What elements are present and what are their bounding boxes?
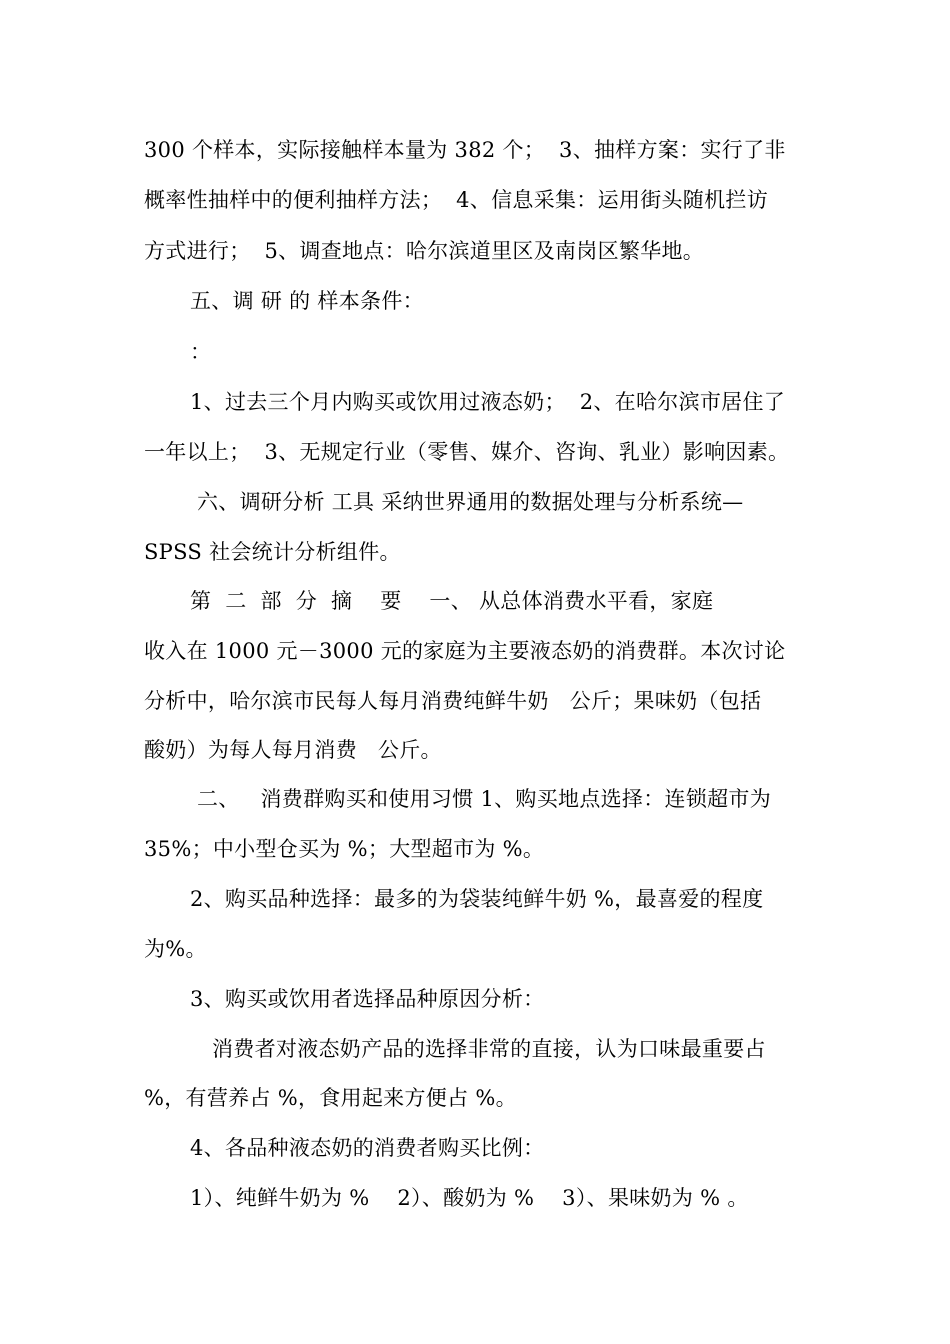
text-line: 收入在 1000 元－3000 元的家庭为主要液态奶的消费群。本次讨论 (144, 639, 786, 663)
text-line: 概率性抽样中的便利抽样方法； 4、信息采集：运用街头随机拦访 (144, 188, 769, 212)
text-line: 2、购买品种选择：最多的为袋装纯鲜牛奶 %，最喜爱的程度 (190, 887, 764, 911)
text-line: %，有营养占 %，食用起来方便占 %。 (144, 1086, 517, 1110)
text-line: ： (190, 340, 212, 364)
text-line: SPSS 社会统计分析组件。 (144, 540, 401, 564)
section-heading: 五、调 研 的 样本条件： (190, 289, 424, 313)
text-line: 35%；中小型仓买为 %；大型超市为 %。 (144, 837, 545, 861)
text-line: 消费者对液态奶产品的选择非常的直接，认为口味最重要占 (212, 1037, 766, 1061)
text-line: 酸奶）为每人每月消费 公斤。 (144, 738, 442, 762)
text-line: 分析中，哈尔滨市民每人每月消费纯鲜牛奶 公斤；果味奶（包括 (144, 689, 762, 713)
text-line: 1、过去三个月内购买或饮用过液态奶； 2、在哈尔滨市居住了 (190, 390, 786, 414)
text-line: 3、购买或饮用者选择品种原因分析： (190, 987, 545, 1011)
text-line: 300 个样本，实际接触样本量为 382 个； 3、抽样方案：实行了非 (144, 138, 786, 162)
text-line: 4、各品种液态奶的消费者购买比例： (190, 1136, 545, 1160)
section-heading: 第 二 部 分 摘 要 一、 从总体消费水平看，家庭 (190, 589, 714, 613)
text-line: 1）、纯鲜牛奶为 % 2）、酸奶为 % 3）、果味奶为 % 。 (190, 1186, 749, 1210)
section-heading: 六、调研分析 工具 采纳世界通用的数据处理与分析系统— (190, 490, 744, 514)
text-line: 为%。 (144, 937, 207, 961)
text-line: 一年以上； 3、无规定行业（零售、媒介、咨询、乳业）影响因素。 (144, 440, 790, 464)
text-line: 方式进行； 5、调查地点：哈尔滨道里区及南岗区繁华地。 (144, 239, 705, 263)
section-heading: 二、 消费群购买和使用习惯 1、购买地点选择：连锁超市为 (190, 787, 772, 811)
